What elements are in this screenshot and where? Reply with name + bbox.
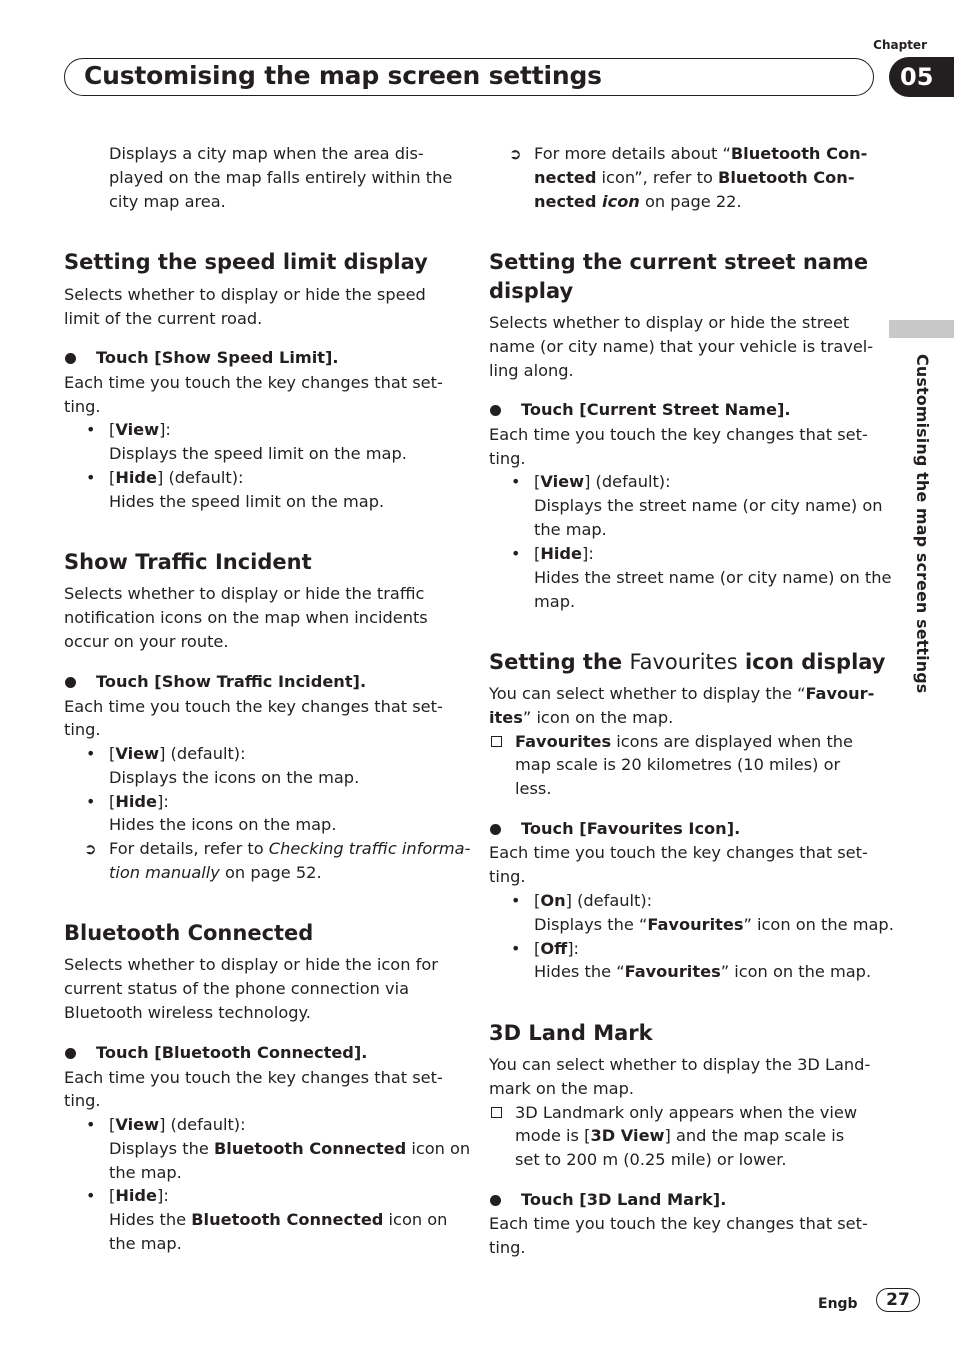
option-key: Off <box>540 939 568 958</box>
option-desc: Hides the “Favourites” icon on the map. <box>534 962 872 981</box>
step-favourites-icon: Touch [Favourites Icon]. <box>521 819 741 838</box>
option-desc: Displays the “Favourites” icon on the map. <box>534 915 894 934</box>
option-hide: [Hide]: <box>109 1186 169 1205</box>
page-title: Customising the map screen settings <box>84 61 602 90</box>
heading-traffic-incident: Show Traffic Incident <box>64 550 312 574</box>
desc-line: Selects whether to display or hide the speed <box>64 285 426 304</box>
option-key: Hide <box>115 1186 157 1205</box>
step-current-street-name: Touch [Current Street Name]. <box>521 400 791 419</box>
option-key: View <box>540 472 585 491</box>
option-key: Hide <box>115 792 157 811</box>
option-desc: the map. <box>109 1234 182 1253</box>
option-desc: Hides the speed limit on the map. <box>109 492 385 511</box>
option-view: [View] (default): <box>534 472 671 491</box>
heading-bluetooth-connected: Bluetooth Connected <box>64 921 314 945</box>
intro-line: Displays a city map when the area dis- <box>109 144 424 163</box>
each-time-line: Each time you touch the key changes that set- <box>489 425 868 444</box>
step-bullet-icon <box>490 824 501 835</box>
bullet-icon: • <box>511 891 521 910</box>
bullet-icon: • <box>86 468 96 487</box>
step-bullet-icon <box>65 677 76 688</box>
option-desc: map. <box>534 592 576 611</box>
desc-line: notification icons on the map when incidents <box>64 608 428 627</box>
chapter-label: Chapter <box>873 38 927 52</box>
each-time-line: ting. <box>64 397 101 416</box>
option-key: Hide <box>115 468 157 487</box>
reference-line: For more details about “Bluetooth Con- <box>534 144 868 163</box>
step-bullet-icon <box>490 405 501 416</box>
option-key: On <box>540 891 566 910</box>
language-code: Engb <box>818 1296 858 1312</box>
note-line: Favourites icons are displayed when the <box>515 732 854 751</box>
each-time-line: ting. <box>489 1238 526 1257</box>
heading-speed-limit: Setting the speed limit display <box>64 250 428 274</box>
bullet-icon: • <box>86 792 96 811</box>
note-line: less. <box>515 779 552 798</box>
desc-line: You can select whether to display the “Favour- <box>489 684 875 703</box>
desc-line: mark on the map. <box>489 1079 634 1098</box>
arrow-icon: ➲ <box>509 145 522 163</box>
each-time-line: Each time you touch the key changes that set- <box>489 843 868 862</box>
each-time-line: ting. <box>489 449 526 468</box>
each-time-line: ting. <box>64 720 101 739</box>
reference-line: nected icon”, refer to Bluetooth Con- <box>534 168 855 187</box>
option-key: Hide <box>540 544 582 563</box>
side-section-title: Customising the map screen settings <box>913 354 932 694</box>
step-show-speed-limit: Touch [Show Speed Limit]. <box>96 348 339 367</box>
step-bullet-icon <box>490 1195 501 1206</box>
reference-line: nected icon on page 22. <box>534 192 742 211</box>
reference-line: For details, refer to Checking traffic informa- <box>109 839 471 858</box>
option-hide: [Hide]: <box>534 544 594 563</box>
desc-line: name (or city name) that your vehicle is travel- <box>489 337 874 356</box>
option-view: [View] (default): <box>109 744 246 763</box>
step-bullet-icon <box>65 353 76 364</box>
each-time-line: Each time you touch the key changes that set- <box>64 373 443 392</box>
heading-street-name: Setting the current street name <box>489 250 869 274</box>
option-view: [View] (default): <box>109 1115 246 1134</box>
desc-line: ling along. <box>489 361 574 380</box>
bullet-icon: • <box>86 420 96 439</box>
step-3d-land-mark: Touch [3D Land Mark]. <box>521 1190 727 1209</box>
bullet-icon: • <box>86 1186 96 1205</box>
option-desc: Hides the icons on the map. <box>109 815 337 834</box>
desc-line: limit of the current road. <box>64 309 263 328</box>
option-desc: Hides the Bluetooth Connected icon on <box>109 1210 448 1229</box>
desc-line: ites” icon on the map. <box>489 708 674 727</box>
option-hide: [Hide] (default): <box>109 468 244 487</box>
option-desc: Displays the street name (or city name) on <box>534 496 883 515</box>
bullet-icon: • <box>511 472 521 491</box>
side-tab-marker <box>889 320 954 338</box>
option-desc: the map. <box>109 1163 182 1182</box>
each-time-line: ting. <box>489 867 526 886</box>
bullet-icon: • <box>86 1115 96 1134</box>
each-time-line: Each time you touch the key changes that set- <box>64 697 443 716</box>
note-line: mode is [3D View] and the map scale is <box>515 1126 845 1145</box>
note-line: set to 200 m (0.25 mile) or lower. <box>515 1150 787 1169</box>
page-number: 27 <box>876 1288 920 1312</box>
each-time-line: Each time you touch the key changes that set- <box>489 1214 868 1233</box>
option-key: View <box>115 744 160 763</box>
option-desc: Displays the icons on the map. <box>109 768 360 787</box>
chapter-number-badge: 05 <box>889 57 954 97</box>
each-time-line: Each time you touch the key changes that set- <box>64 1068 443 1087</box>
intro-line: played on the map falls entirely within the <box>109 168 453 187</box>
option-desc: Hides the street name (or city name) on the <box>534 568 892 587</box>
option-key: View <box>115 1115 160 1134</box>
option-desc: the map. <box>534 520 607 539</box>
option-on: [On] (default): <box>534 891 653 910</box>
reference-line: tion manually on page 52. <box>109 863 322 882</box>
desc-line: occur on your route. <box>64 632 229 651</box>
desc-line: You can select whether to display the 3D Land- <box>489 1055 871 1074</box>
step-bluetooth-connected: Touch [Bluetooth Connected]. <box>96 1043 368 1062</box>
option-view: [View]: <box>109 420 171 439</box>
each-time-line: ting. <box>64 1091 101 1110</box>
note-checkbox-icon <box>491 736 502 747</box>
bullet-icon: • <box>511 544 521 563</box>
bullet-icon: • <box>511 939 521 958</box>
step-show-traffic-incident: Touch [Show Traffic Incident]. <box>96 672 367 691</box>
note-checkbox-icon <box>491 1107 502 1118</box>
heading-3d-land-mark: 3D Land Mark <box>489 1021 653 1045</box>
desc-line: Selects whether to display or hide the traffic <box>64 584 425 603</box>
heading-favourites-icon: Setting the Favourites icon display <box>489 650 886 674</box>
option-off: [Off]: <box>534 939 579 958</box>
heading-street-name: display <box>489 279 574 303</box>
step-bullet-icon <box>65 1048 76 1059</box>
desc-line: current status of the phone connection via <box>64 979 410 998</box>
intro-line: city map area. <box>109 192 226 211</box>
arrow-icon: ➲ <box>84 840 97 858</box>
desc-line: Bluetooth wireless technology. <box>64 1003 311 1022</box>
desc-line: Selects whether to display or hide the street <box>489 313 850 332</box>
option-desc: Displays the Bluetooth Connected icon on <box>109 1139 471 1158</box>
option-key: View <box>115 420 160 439</box>
option-hide: [Hide]: <box>109 792 169 811</box>
note-line: map scale is 20 kilometres (10 miles) or <box>515 755 841 774</box>
bullet-icon: • <box>86 744 96 763</box>
note-line: 3D Landmark only appears when the view <box>515 1103 858 1122</box>
option-desc: Displays the speed limit on the map. <box>109 444 407 463</box>
desc-line: Selects whether to display or hide the icon for <box>64 955 438 974</box>
